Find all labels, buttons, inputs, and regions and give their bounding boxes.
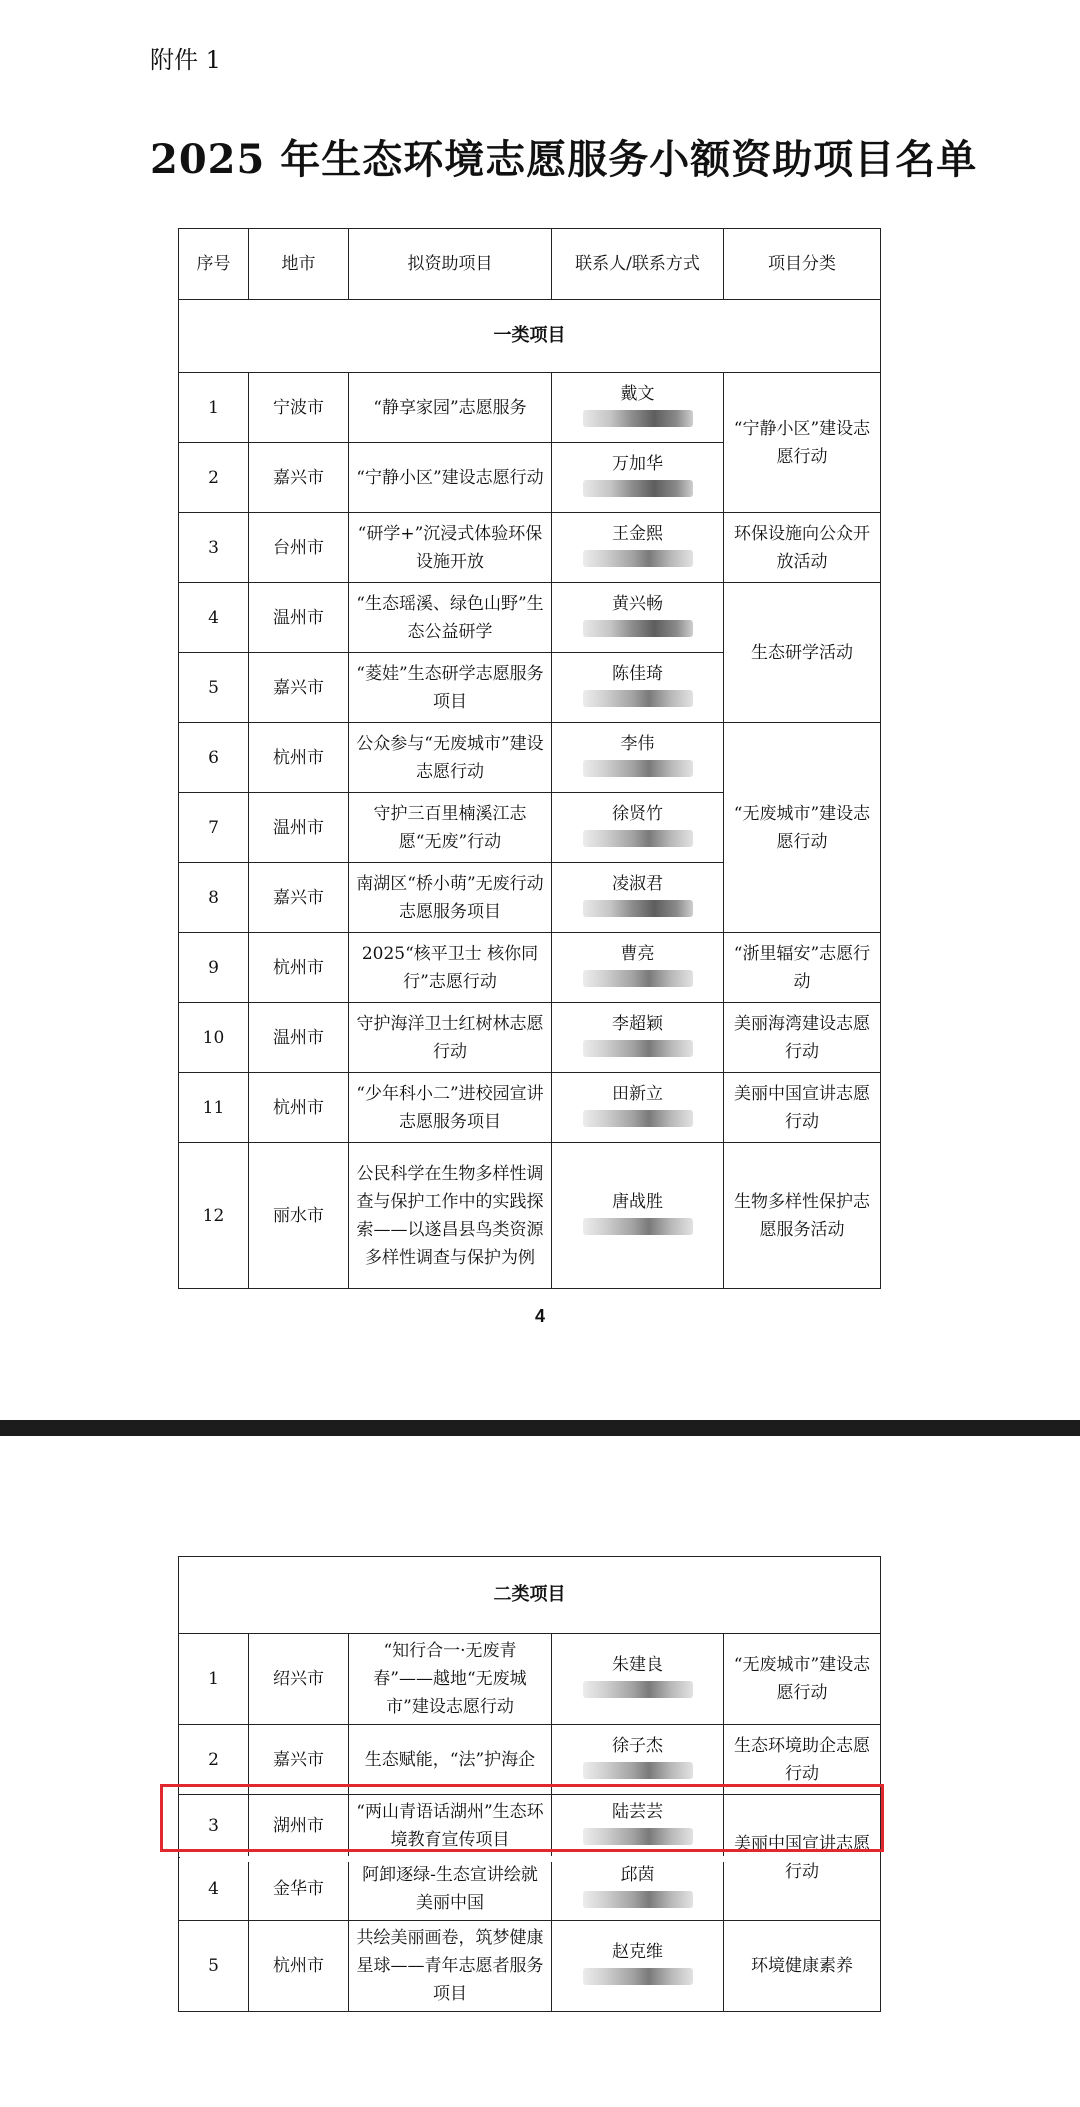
row-seq: 3 (179, 513, 249, 583)
table-row (179, 1921, 881, 2012)
row-contact (552, 583, 724, 653)
redacted-phone (583, 550, 693, 567)
row-project: “少年科小二”进校园宣讲志愿服务项目 (349, 1073, 552, 1143)
page-number: 4 (534, 1306, 545, 1326)
row-contact (552, 1921, 724, 2012)
row-city: 绍兴市 (249, 1634, 349, 1725)
redacted-phone (583, 1040, 693, 1057)
redacted-phone (583, 970, 693, 987)
document-page-2 (0, 1436, 1080, 2107)
table-header-row (179, 229, 881, 300)
row-category: 美丽中国宣讲志愿行动 (724, 1073, 881, 1143)
row-project: 生态赋能，“法”护海企 (349, 1725, 552, 1795)
row-contact (552, 793, 724, 863)
red-highlight-box (160, 1784, 884, 1852)
section-row (179, 300, 881, 373)
contact-name: 朱建良 (612, 1655, 663, 1675)
contact-name: 徐子杰 (612, 1735, 663, 1756)
row-city: 温州市 (249, 583, 349, 653)
contact-name: 陆芸芸 (612, 1802, 663, 1822)
table-row (179, 1634, 881, 1725)
page-separator (0, 1420, 1080, 1436)
redacted-phone (583, 1218, 693, 1235)
row-category: “宁静小区”建设志愿行动 (724, 373, 881, 513)
row-seq: 1 (179, 1634, 249, 1725)
row-category: 美丽海湾建设志愿行动 (724, 1003, 881, 1073)
row-category: 美丽中国宣讲志愿行动 (724, 1795, 881, 1921)
row-project: “两山青语话湖州”生态环境教育宣传项目 (349, 1795, 552, 1858)
table-row (179, 373, 881, 443)
row-city: 丽水市 (249, 1143, 349, 1289)
contact-name: 赵克维 (612, 1942, 663, 1962)
section-row (179, 1557, 881, 1634)
row-project: “宁静小区”建设志愿行动 (349, 443, 552, 513)
row-city: 湖州市 (249, 1795, 349, 1858)
row-seq: 3 (179, 1795, 249, 1858)
table-row (179, 723, 881, 793)
row-contact (552, 863, 724, 933)
row-category: 生物多样性保护志愿服务活动 (724, 1143, 881, 1289)
table-row (179, 513, 881, 583)
row-seq: 2 (179, 1725, 249, 1795)
row-seq: 1 (179, 373, 249, 443)
project-table-tier1 (178, 228, 881, 1289)
row-project: “研学+”沉浸式体验环保设施开放 (349, 513, 552, 583)
row-project: “静享家园”志愿服务 (349, 373, 552, 443)
row-contact (552, 443, 724, 513)
row-contact (552, 933, 724, 1003)
table-row (179, 933, 881, 1003)
redacted-phone (583, 620, 693, 637)
row-city: 杭州市 (249, 1073, 349, 1143)
header-city: 地市 (249, 229, 349, 300)
row-seq: 2 (179, 443, 249, 513)
row-city: 宁波市 (249, 373, 349, 443)
row-category: 生态研学活动 (724, 583, 881, 723)
row-category: “无废城市”建设志愿行动 (724, 1634, 881, 1725)
row-project: 共绘美丽画卷，筑梦健康星球——青年志愿者服务项目 (349, 1921, 552, 2012)
row-contact (552, 1858, 724, 1921)
row-contact (552, 723, 724, 793)
row-city: 杭州市 (249, 933, 349, 1003)
header-category: 项目分类 (724, 229, 881, 300)
contact-name: 李超颖 (612, 1013, 663, 1034)
contact-name: 田新立 (612, 1083, 663, 1104)
section-label-tier2: 二类项目 (179, 1557, 881, 1634)
row-project: “菱娃”生态研学志愿服务项目 (349, 653, 552, 723)
row-project: 阿卸逐绿-生态宣讲绘就美丽中国 (349, 1858, 552, 1921)
contact-name: 曹亮 (620, 943, 655, 964)
row-city: 嘉兴市 (249, 443, 349, 513)
row-seq: 10 (179, 1003, 249, 1073)
redacted-phone (583, 1681, 693, 1698)
contact-name: 戴文 (620, 383, 655, 404)
row-category: 环境健康素养 (724, 1921, 881, 2012)
row-contact (552, 1073, 724, 1143)
row-city: 杭州市 (249, 1921, 349, 2012)
table-row (179, 1003, 881, 1073)
row-city: 嘉兴市 (249, 1725, 349, 1795)
row-project: 守护三百里楠溪江志愿“无废”行动 (349, 793, 552, 863)
row-category: “无废城市”建设志愿行动 (724, 723, 881, 933)
row-seq: 5 (179, 1921, 249, 2012)
row-project: 公民科学在生物多样性调查与保护工作中的实践探索——以遂昌县鸟类资源多样性调查与保护为例 (349, 1143, 552, 1289)
row-seq: 5 (179, 653, 249, 723)
row-category: 生态环境助企志愿行动 (724, 1725, 881, 1795)
table-row (179, 1143, 881, 1289)
row-contact (552, 1634, 724, 1725)
row-project: “生态瑶溪、绿色山野”生态公益研学 (349, 583, 552, 653)
header-seq: 序号 (179, 229, 249, 300)
redacted-phone (583, 1110, 693, 1127)
row-project: 南湖区“桥小萌”无废行动志愿服务项目 (349, 863, 552, 933)
row-city: 温州市 (249, 793, 349, 863)
contact-name: 邱茵 (620, 1865, 655, 1885)
redacted-phone (583, 1891, 693, 1908)
redacted-phone (583, 900, 693, 917)
section-label-tier1: 一类项目 (179, 300, 881, 373)
document-title: 2025 年生态环境志愿服务小额资助项目名单 (150, 136, 978, 183)
contact-name: 黄兴畅 (612, 593, 663, 614)
row-seq: 6 (179, 723, 249, 793)
table-row (179, 583, 881, 653)
redacted-phone (583, 410, 693, 427)
redacted-phone (583, 1968, 693, 1985)
redacted-phone (583, 690, 693, 707)
row-project: “知行合一·无废青春”——越地“无废城市”建设志愿行动 (349, 1634, 552, 1725)
row-project: 2025“核平卫士 核你同行”志愿行动 (349, 933, 552, 1003)
highlight-gap (180, 1856, 878, 1862)
row-contact (552, 513, 724, 583)
redacted-phone (583, 1762, 693, 1779)
row-seq: 8 (179, 863, 249, 933)
header-project: 拟资助项目 (349, 229, 552, 300)
row-city: 台州市 (249, 513, 349, 583)
annex-label: 附件 1 (150, 46, 221, 74)
row-seq: 12 (179, 1143, 249, 1289)
contact-name: 凌淑君 (612, 873, 663, 894)
row-seq: 11 (179, 1073, 249, 1143)
contact-name: 徐贤竹 (612, 803, 663, 824)
contact-name: 李伟 (620, 733, 655, 754)
row-contact (552, 653, 724, 723)
row-contact (552, 1003, 724, 1073)
contact-name: 万加华 (612, 453, 663, 474)
contact-name: 王金熙 (612, 523, 663, 544)
row-seq: 4 (179, 1858, 249, 1921)
row-city: 温州市 (249, 1003, 349, 1073)
row-category: 环保设施向公众开放活动 (724, 513, 881, 583)
redacted-phone (583, 480, 693, 497)
row-city: 杭州市 (249, 723, 349, 793)
row-seq: 7 (179, 793, 249, 863)
row-contact (552, 1143, 724, 1289)
row-city: 嘉兴市 (249, 863, 349, 933)
contact-name: 唐战胜 (612, 1191, 663, 1212)
row-seq: 9 (179, 933, 249, 1003)
row-contact (552, 373, 724, 443)
redacted-phone (583, 830, 693, 847)
row-city: 金华市 (249, 1858, 349, 1921)
row-city: 嘉兴市 (249, 653, 349, 723)
header-contact: 联系人/联系方式 (552, 229, 724, 300)
table-row (179, 1073, 881, 1143)
row-project: 守护海洋卫士红树林志愿行动 (349, 1003, 552, 1073)
row-seq: 4 (179, 583, 249, 653)
contact-name: 陈佳琦 (612, 663, 663, 684)
redacted-phone (583, 760, 693, 777)
row-project: 公众参与“无废城市”建设志愿行动 (349, 723, 552, 793)
row-category: “浙里辐安”志愿行动 (724, 933, 881, 1003)
